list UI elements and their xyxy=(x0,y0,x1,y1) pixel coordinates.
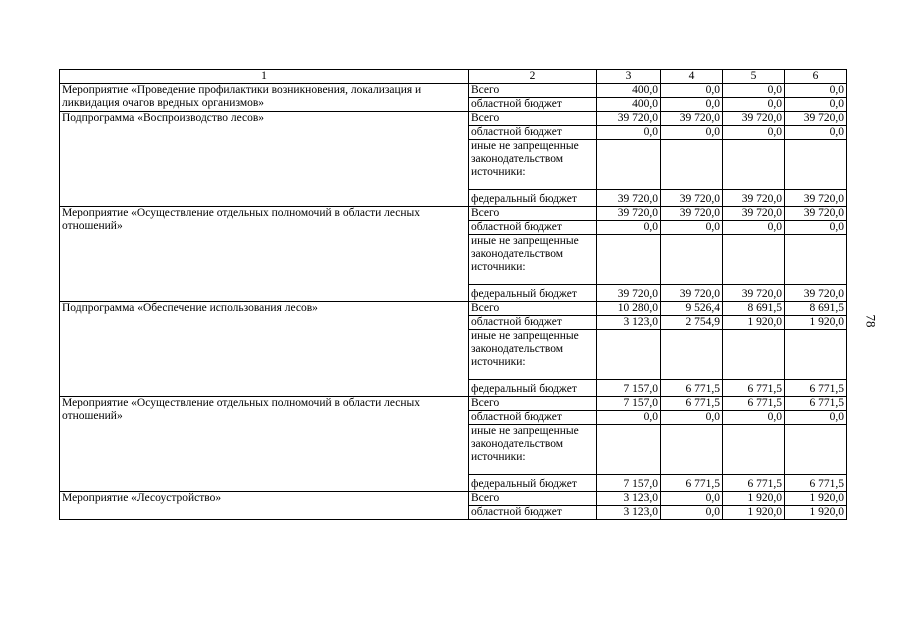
table-row xyxy=(60,397,847,411)
value-cell xyxy=(661,140,723,190)
value-cell: 6 771,5 xyxy=(661,397,723,411)
value-cell: 1 920,0 xyxy=(785,492,847,506)
value-cell: 39 720,0 xyxy=(785,285,847,302)
value-cell: 0,0 xyxy=(785,84,847,98)
value-cell xyxy=(785,425,847,475)
value-cell: 0,0 xyxy=(661,98,723,112)
value-cell: 6 771,5 xyxy=(723,475,785,492)
value-cell: 0,0 xyxy=(723,221,785,235)
value-cell: 0,0 xyxy=(723,126,785,140)
value-cell: 8 691,5 xyxy=(723,302,785,316)
value-cell xyxy=(723,425,785,475)
value-cell: 3 123,0 xyxy=(597,316,661,330)
value-cell xyxy=(785,330,847,380)
value-cell: 0,0 xyxy=(723,98,785,112)
value-cell: 0,0 xyxy=(785,411,847,425)
row-title: Мероприятие «Осуществление отдельных полномочий в области лесных отношений» xyxy=(60,207,469,302)
value-cell: 6 771,5 xyxy=(785,380,847,397)
header-cell: 6 xyxy=(785,70,847,84)
value-cell xyxy=(723,235,785,285)
value-cell: 0,0 xyxy=(723,411,785,425)
value-cell: 1 920,0 xyxy=(723,506,785,520)
table-row xyxy=(60,112,847,126)
value-cell xyxy=(723,140,785,190)
row-title: Мероприятие «Лесоустройство» xyxy=(60,492,469,520)
value-cell xyxy=(597,330,661,380)
header-cell: 5 xyxy=(723,70,785,84)
value-cell: 0,0 xyxy=(785,126,847,140)
table-row xyxy=(60,84,847,98)
value-cell: 39 720,0 xyxy=(723,207,785,221)
value-cell: 39 720,0 xyxy=(661,285,723,302)
header-cell: 4 xyxy=(661,70,723,84)
value-cell: 7 157,0 xyxy=(597,397,661,411)
value-cell: 6 771,5 xyxy=(723,380,785,397)
value-cell: 0,0 xyxy=(661,411,723,425)
value-cell xyxy=(597,235,661,285)
value-cell: 400,0 xyxy=(597,98,661,112)
value-cell: 1 920,0 xyxy=(723,492,785,506)
value-cell: 6 771,5 xyxy=(661,475,723,492)
value-cell: 3 123,0 xyxy=(597,506,661,520)
value-cell: 6 771,5 xyxy=(785,397,847,411)
source-label: иные не запрещенные законодательством источники: xyxy=(469,330,597,380)
value-cell: 3 123,0 xyxy=(597,492,661,506)
value-cell: 400,0 xyxy=(597,84,661,98)
header-cell: 2 xyxy=(469,70,597,84)
source-label: федеральный бюджет xyxy=(469,285,597,302)
header-row xyxy=(60,70,847,84)
source-label: областной бюджет xyxy=(469,98,597,112)
value-cell xyxy=(661,330,723,380)
value-cell xyxy=(785,235,847,285)
table-row xyxy=(60,302,847,316)
source-label: Всего xyxy=(469,302,597,316)
value-cell: 7 157,0 xyxy=(597,380,661,397)
source-label: Всего xyxy=(469,84,597,98)
source-label: областной бюджет xyxy=(469,506,597,520)
value-cell: 0,0 xyxy=(661,126,723,140)
value-cell: 7 157,0 xyxy=(597,475,661,492)
source-label: Всего xyxy=(469,492,597,506)
value-cell xyxy=(597,425,661,475)
value-cell: 39 720,0 xyxy=(723,190,785,207)
value-cell: 10 280,0 xyxy=(597,302,661,316)
value-cell: 39 720,0 xyxy=(723,112,785,126)
value-cell: 0,0 xyxy=(785,221,847,235)
source-label: областной бюджет xyxy=(469,221,597,235)
row-title: Мероприятие «Проведение профилактики возникновения, локализация и ликвидация очагов вредных организмов» xyxy=(60,84,469,112)
value-cell xyxy=(661,425,723,475)
value-cell xyxy=(723,330,785,380)
value-cell: 39 720,0 xyxy=(785,112,847,126)
table-row xyxy=(60,207,847,221)
value-cell: 39 720,0 xyxy=(597,190,661,207)
source-label: федеральный бюджет xyxy=(469,190,597,207)
row-title: Подпрограмма «Обеспечение использования лесов» xyxy=(60,302,469,397)
value-cell: 0,0 xyxy=(661,84,723,98)
value-cell: 39 720,0 xyxy=(597,112,661,126)
value-cell xyxy=(661,235,723,285)
source-label: областной бюджет xyxy=(469,316,597,330)
value-cell: 39 720,0 xyxy=(661,112,723,126)
row-title: Подпрограмма «Воспроизводство лесов» xyxy=(60,112,469,207)
table-row xyxy=(60,492,847,506)
value-cell: 6 771,5 xyxy=(723,397,785,411)
value-cell: 2 754,9 xyxy=(661,316,723,330)
value-cell: 39 720,0 xyxy=(661,190,723,207)
source-label: иные не запрещенные законодательством источники: xyxy=(469,425,597,475)
value-cell: 9 526,4 xyxy=(661,302,723,316)
value-cell xyxy=(785,140,847,190)
value-cell: 6 771,5 xyxy=(785,475,847,492)
source-label: иные не запрещенные законодательством источники: xyxy=(469,235,597,285)
value-cell: 1 920,0 xyxy=(785,316,847,330)
source-label: Всего xyxy=(469,207,597,221)
header-cell: 1 xyxy=(60,70,469,84)
value-cell: 0,0 xyxy=(661,506,723,520)
value-cell: 39 720,0 xyxy=(723,285,785,302)
value-cell xyxy=(597,140,661,190)
value-cell: 8 691,5 xyxy=(785,302,847,316)
value-cell: 0,0 xyxy=(785,98,847,112)
value-cell: 0,0 xyxy=(661,221,723,235)
value-cell: 1 920,0 xyxy=(723,316,785,330)
value-cell: 0,0 xyxy=(597,126,661,140)
source-label: областной бюджет xyxy=(469,411,597,425)
source-label: Всего xyxy=(469,397,597,411)
budget-table xyxy=(59,69,847,520)
header-cell: 3 xyxy=(597,70,661,84)
value-cell: 1 920,0 xyxy=(785,506,847,520)
value-cell: 0,0 xyxy=(661,492,723,506)
row-title: Мероприятие «Осуществление отдельных полномочий в области лесных отношений» xyxy=(60,397,469,492)
page-number: 78 xyxy=(863,314,879,328)
value-cell: 0,0 xyxy=(597,411,661,425)
source-label: Всего xyxy=(469,112,597,126)
value-cell: 0,0 xyxy=(597,221,661,235)
value-cell: 39 720,0 xyxy=(661,207,723,221)
value-cell: 39 720,0 xyxy=(597,285,661,302)
value-cell: 39 720,0 xyxy=(785,207,847,221)
source-label: иные не запрещенные законодательством источники: xyxy=(469,140,597,190)
source-label: областной бюджет xyxy=(469,126,597,140)
value-cell: 6 771,5 xyxy=(661,380,723,397)
value-cell: 0,0 xyxy=(723,84,785,98)
source-label: федеральный бюджет xyxy=(469,380,597,397)
source-label: федеральный бюджет xyxy=(469,475,597,492)
value-cell: 39 720,0 xyxy=(785,190,847,207)
value-cell: 39 720,0 xyxy=(597,207,661,221)
